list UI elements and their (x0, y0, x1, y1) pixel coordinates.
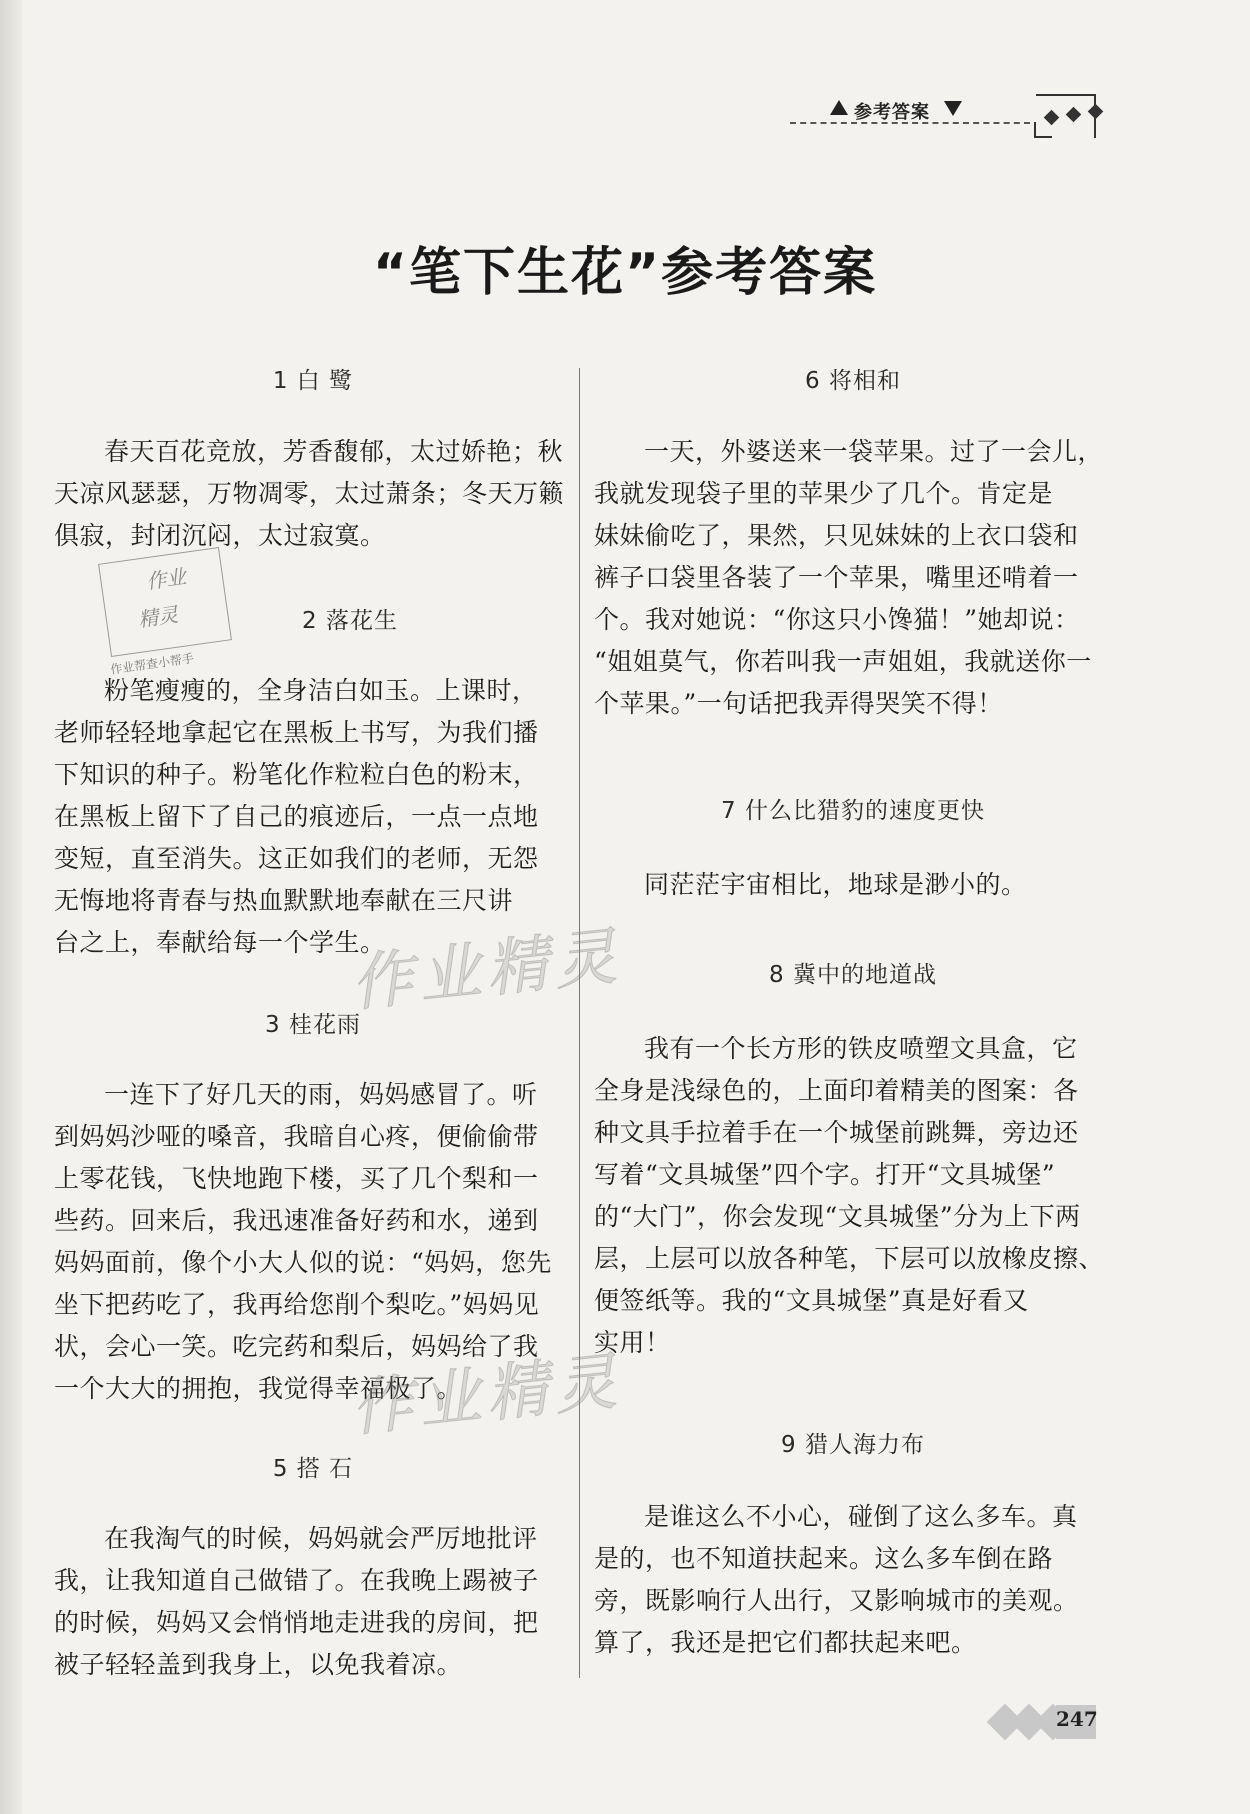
text-line: 上零花钱，飞快地跑下楼，买了几个梨和一 (54, 1164, 539, 1193)
text-line: 台之上，奉献给每一个学生。 (54, 928, 386, 957)
text-line: 一天，外婆送来一袋苹果。过了一会儿， (644, 437, 1104, 466)
header-banner (790, 92, 1120, 152)
text-line: 俱寂，封闭沉闷，太过寂寞。 (54, 521, 386, 550)
text-line: 我就发现袋子里的苹果少了几个。肯定是 (594, 479, 1054, 508)
text-line: 在黑板上留下了自己的痕迹后，一点一点地 (54, 802, 539, 831)
section-heading: 2 落花生 (302, 608, 398, 634)
text-line: 天凉风瑟瑟，万物凋零，太过萧条；冬天万籁 (54, 479, 565, 508)
text-line: 被子轻轻盖到我身上，以免我着凉。 (54, 1650, 463, 1679)
section-body (54, 431, 572, 557)
text-line: 写着“文具城堡”四个字。打开“文具城堡” (594, 1160, 1056, 1189)
text-line: 粉笔瘦瘦的，全身洁白如玉。上课时， (104, 676, 538, 705)
text-line: 变短，直至消失。这正如我们的老师，无怨 (54, 844, 539, 873)
text-line: 一连下了好几天的雨，妈妈感冒了。听 (104, 1080, 538, 1109)
triangle-down-icon (944, 101, 962, 116)
header-label: 参考答案 (854, 102, 930, 123)
section-body (594, 1496, 1112, 1664)
text-line: 是的，也不知道扶起来。这么多车倒在路 (594, 1544, 1054, 1573)
section-heading: 7 什么比猎豹的速度更快 (721, 798, 985, 824)
section-heading: 3 桂花雨 (265, 1012, 361, 1038)
section-heading: 9 猎人海力布 (781, 1432, 925, 1458)
text-line: 是谁这么不小心，碰倒了这么多车。真 (644, 1502, 1078, 1531)
triangle-up-icon (830, 100, 848, 115)
text-line: 在我淘气的时候，妈妈就会严厉地批评 (104, 1524, 538, 1553)
section-heading: 6 将相和 (805, 368, 901, 394)
text-line: 算了，我还是把它们都扶起来吧。 (594, 1628, 977, 1657)
section-body (594, 1028, 1112, 1364)
text-line: 我有一个长方形的铁皮喷塑文具盒，它 (644, 1034, 1078, 1063)
text-line: 的时候，妈妈又会悄悄地走进我的房间，把 (54, 1608, 539, 1637)
text-line: 全身是浅绿色的，上面印着精美的图案：各 (594, 1076, 1079, 1105)
column-divider (579, 368, 580, 1678)
text-line: 个苹果。”一句话把我弄得哭笑不得！ (594, 689, 1003, 718)
text-line: 个。我对她说：“你这只小馋猫！”她却说： (594, 605, 1080, 634)
section-body (54, 1518, 572, 1686)
text-line: 春天百花竞放，芳香馥郁，太过娇艳；秋 (104, 437, 564, 466)
watermark: 作业精灵 (347, 918, 626, 1020)
text-line: 便签纸等。我的“文具城堡”真是好看又 (594, 1286, 1029, 1315)
text-line: 一个大大的拥抱，我觉得幸福极了。 (54, 1374, 463, 1403)
page-number: 247 (1056, 1707, 1098, 1731)
text-line: 我，让我知道自己做错了。在我晚上踢被子 (54, 1566, 539, 1595)
text-line: 层，上层可以放各种笔，下层可以放橡皮擦、 (594, 1244, 1105, 1273)
text-line: 旁，既影响行人出行，又影响城市的美观。 (594, 1586, 1079, 1615)
text-line: 的“大门”，你会发现“文具城堡”分为上下两 (594, 1202, 1081, 1231)
stamp-text: 精灵 (136, 602, 180, 632)
text-line: 裤子口袋里各装了一个苹果，嘴里还啃着一 (594, 563, 1079, 592)
stamp-text: 作业帮查小帮手 (109, 651, 195, 677)
text-line: 妹妹偷吃了，果然，只见妹妹的上衣口袋和 (594, 521, 1079, 550)
page-title: “笔下生花”参考答案 (372, 243, 878, 303)
text-line: 坐下把药吃了，我再给您削个梨吃。”妈妈见 (54, 1290, 540, 1319)
stamp-text: 作业 (144, 564, 188, 594)
text-line: 到妈妈沙哑的嗓音，我暗自心疼，便偷偷带 (54, 1122, 539, 1151)
section-heading: 5 搭 石 (272, 1456, 354, 1482)
section-heading: 1 白 鹭 (272, 368, 354, 394)
bracket-decoration-lower (1034, 122, 1052, 138)
text-line: 妈妈面前，像个小大人似的说：“妈妈，您先 (54, 1248, 552, 1277)
section-heading: 8 冀中的地道战 (769, 962, 937, 988)
text-line: 下知识的种子。粉笔化作粒粒白色的粉末， (54, 760, 539, 789)
text-line: 老师轻轻地拿起它在黑板上书写，为我们播 (54, 718, 539, 747)
text-line: 实用！ (594, 1328, 671, 1357)
section-body (594, 431, 1112, 725)
watermark: 作业精灵 (347, 1343, 626, 1445)
text-line: 种文具手拉着手在一个城堡前跳舞，旁边还 (594, 1118, 1079, 1147)
text-line: 些药。回来后，我迅速准备好药和水，递到 (54, 1206, 539, 1235)
text-line: “姐姐莫气，你若叫我一声姐姐，我就送你一 (594, 647, 1092, 676)
text-line: 无悔地将青春与热血默默地奉献在三尺讲 (54, 886, 514, 915)
text-line: 同茫茫宇宙相比，地球是渺小的。 (644, 870, 1027, 899)
section-body (594, 864, 1112, 906)
text-line: 状，会心一笑。吃完药和梨后，妈妈给了我 (54, 1332, 539, 1361)
